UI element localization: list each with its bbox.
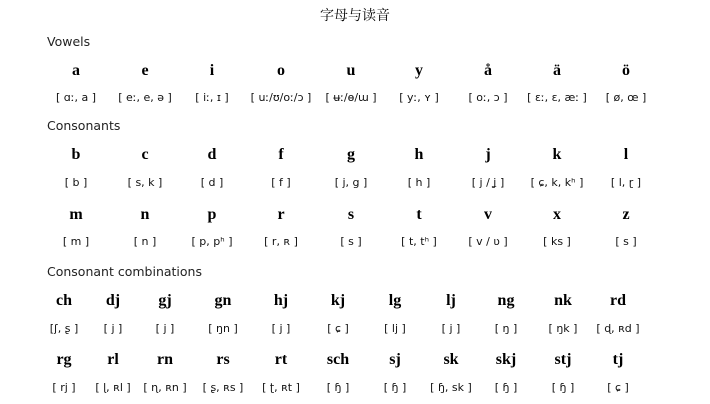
section-heading: Consonant combinations (47, 264, 202, 279)
ipa-transcription: [ ɧ ] (383, 381, 407, 394)
ipa-transcription: [ f ] (271, 176, 291, 189)
letter: lj (446, 292, 456, 309)
ipa-transcription: [ ɧ ] (494, 381, 518, 394)
ipa-transcription: [ s ] (340, 235, 362, 248)
letter: y (415, 62, 423, 79)
letter: e (141, 62, 149, 79)
section-heading: Vowels (47, 34, 91, 49)
letter: u (346, 62, 356, 79)
ipa-transcription: [ ø, œ ] (605, 91, 647, 104)
letter: v (484, 206, 492, 223)
letter: ch (56, 292, 72, 309)
ipa-transcription: [ lj ] (384, 322, 406, 335)
letter: i (209, 62, 215, 79)
ipa-transcription: [ s ] (615, 235, 637, 248)
letter: r (277, 206, 285, 223)
page-title: 字母与读音 (320, 8, 390, 24)
letter: l (623, 146, 629, 163)
letter: rg (56, 351, 72, 368)
ipa-transcription: [ ʂ, ʀs ] (202, 381, 244, 394)
letter: f (278, 146, 284, 163)
letter: d (207, 146, 217, 163)
letter: rl (107, 351, 119, 368)
letter: gn (214, 292, 232, 309)
letter: rd (610, 292, 626, 309)
letter: h (414, 146, 424, 163)
letter: a (72, 62, 80, 79)
ipa-transcription: [ ɖ, ʀd ] (596, 322, 640, 335)
ipa-transcription: [ h ] (407, 176, 431, 189)
ipa-transcription: [ j ] (271, 322, 291, 335)
letter: sk (443, 351, 459, 368)
letter: dj (105, 292, 121, 309)
letter: nk (554, 292, 572, 309)
ipa-transcription: [ l, ɽ ] (610, 176, 642, 189)
ipa-transcription: [ b ] (64, 176, 88, 189)
letter: x (553, 206, 561, 223)
letter: lg (388, 292, 402, 309)
ipa-transcription: [ j ] (441, 322, 461, 335)
ipa-transcription: [ rj ] (52, 381, 76, 394)
letter: sch (326, 351, 350, 368)
ipa-transcription: [ v / ʋ ] (468, 235, 508, 248)
ipa-transcription: [ j ] (155, 322, 175, 335)
letter: k (552, 146, 562, 163)
letter: sj (389, 351, 401, 368)
ipa-transcription: [ ŋ ] (494, 322, 518, 335)
ipa-transcription: [ ŋk ] (548, 322, 578, 335)
ipa-transcription: [ ɳ, ʀn ] (143, 381, 187, 394)
ipa-transcription: [ ɧ ] (326, 381, 350, 394)
ipa-transcription: [ʃ, ʂ ] (49, 322, 79, 335)
letter: c (141, 146, 149, 163)
letter: p (207, 206, 217, 223)
ipa-transcription: [ eː, e, ə ] (118, 91, 172, 104)
ipa-transcription: [ ks ] (543, 235, 571, 248)
ipa-transcription: [ ʈ, ʀt ] (262, 381, 300, 394)
letter: z (622, 206, 630, 223)
section-heading: Consonants (47, 118, 121, 133)
ipa-transcription: [ ɕ ] (327, 322, 349, 335)
ipa-transcription: [ ɕ, k, kʰ ] (530, 176, 584, 189)
ipa-transcription: [ s, k ] (127, 176, 163, 189)
letter: å (484, 62, 492, 79)
ipa-transcription: [ j ] (103, 322, 123, 335)
ipa-transcription: [ p, pʰ ] (191, 235, 233, 248)
ipa-transcription: [ m ] (62, 235, 90, 248)
ipa-transcription: [ iː, ɪ ] (195, 91, 229, 104)
letter: rn (157, 351, 173, 368)
letter: s (347, 206, 355, 223)
ipa-transcription: [ yː, ʏ ] (399, 91, 439, 104)
letter: gj (158, 292, 172, 309)
letter: ö (622, 62, 630, 79)
ipa-transcription: [ t, tʰ ] (401, 235, 437, 248)
letter: hj (273, 292, 289, 309)
letter: g (347, 146, 355, 163)
ipa-transcription: [ j / ʝ ] (471, 176, 505, 189)
letter: j (485, 146, 491, 163)
ipa-transcription: [ ɭ, ʀl ] (95, 381, 131, 394)
letter: m (69, 206, 83, 223)
ipa-transcription: [ ɧ, sk ] (430, 381, 472, 394)
letter: ä (553, 62, 561, 79)
letter: stj (554, 351, 572, 368)
letter: b (71, 146, 81, 163)
ipa-transcription: [ n ] (133, 235, 157, 248)
ipa-transcription: [ ŋn ] (208, 322, 238, 335)
ipa-transcription: [ d ] (200, 176, 224, 189)
ipa-transcription: [ ɑː, a ] (56, 91, 96, 104)
ipa-transcription: [ uː/ʊ/oː/ɔ ] (250, 91, 312, 104)
ipa-transcription: [ oː, ɔ ] (468, 91, 508, 104)
letter: o (277, 62, 285, 79)
letter: tj (612, 351, 624, 368)
ipa-transcription: [ r, ʀ ] (264, 235, 298, 248)
letter: ng (497, 292, 515, 309)
ipa-transcription: [ j, g ] (334, 176, 368, 189)
letter: kj (330, 292, 346, 309)
letter: skj (495, 351, 517, 368)
letter: t (416, 206, 422, 223)
ipa-transcription: [ ʉː/ɵ/ɯ ] (325, 91, 377, 104)
ipa-transcription: [ ɛː, ɛ, æː ] (527, 91, 587, 104)
ipa-transcription: [ ɕ ] (607, 381, 629, 394)
letter: rt (274, 351, 288, 368)
letter: rs (216, 351, 230, 368)
letter: n (140, 206, 150, 223)
ipa-transcription: [ ɧ ] (551, 381, 575, 394)
